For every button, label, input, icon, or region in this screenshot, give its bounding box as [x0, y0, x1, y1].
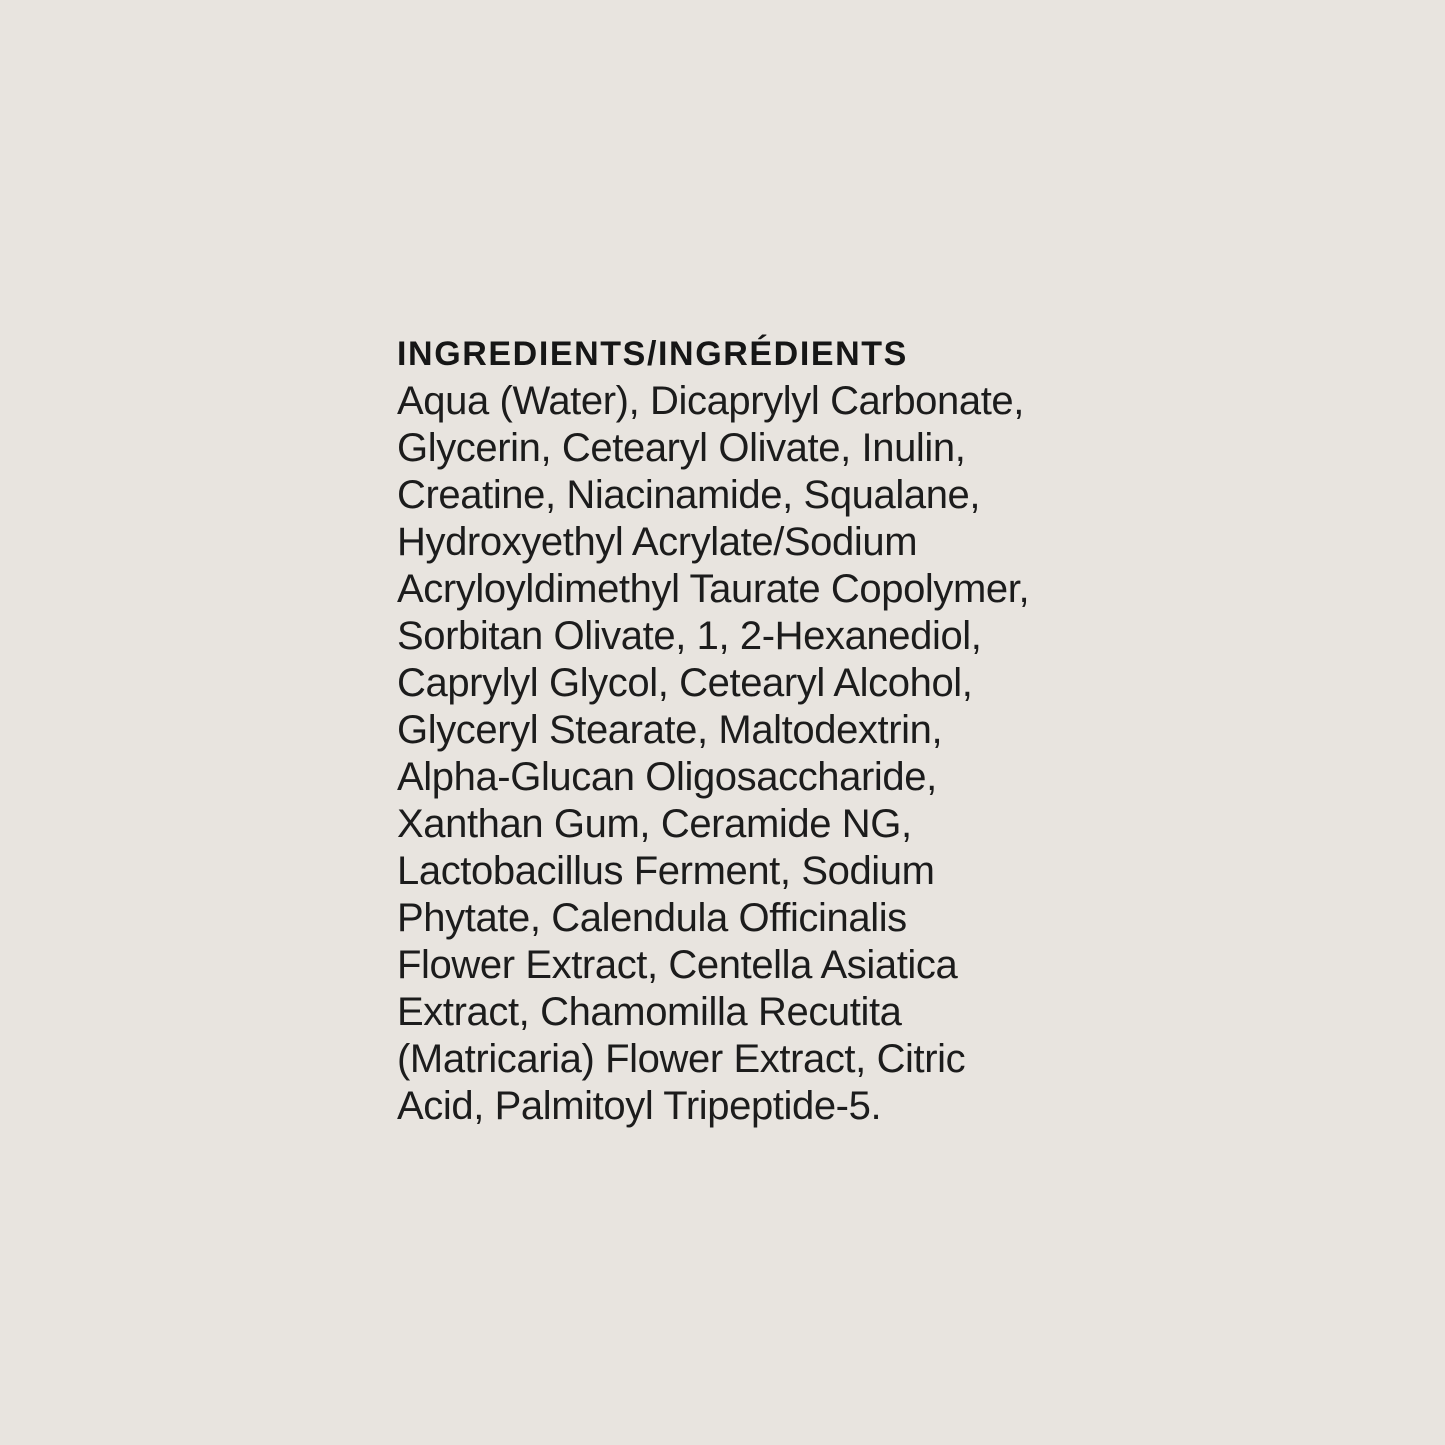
ingredient-line: Flower Extract, Centella Asiatica [397, 943, 958, 987]
ingredient-line: Lactobacillus Ferment, Sodium [397, 849, 935, 893]
ingredient-line: Aqua (Water), Dicaprylyl Carbonate, [397, 379, 1024, 423]
ingredient-line: Alpha-Glucan Oligosaccharide, [397, 755, 937, 799]
ingredients-heading: INGREDIENTS/INGRÉDIENTS [397, 335, 908, 373]
ingredients-panel [397, 331, 1097, 1130]
ingredient-line: Hydroxyethyl Acrylate/Sodium [397, 520, 918, 564]
ingredient-line: Glyceryl Stearate, Maltodextrin, [397, 708, 943, 752]
ingredient-line: Xanthan Gum, Ceramide NG, [397, 802, 912, 846]
ingredient-line: Acryloyldimethyl Taurate Copolymer, [397, 567, 1030, 611]
ingredient-line: Phytate, Calendula Officinalis [397, 896, 907, 940]
ingredient-line: Extract, Chamomilla Recutita [397, 990, 902, 1034]
ingredient-line: Creatine, Niacinamide, Squalane, [397, 473, 981, 517]
ingredient-line: (Matricaria) Flower Extract, Citric [397, 1037, 966, 1081]
ingredient-line: Acid, Palmitoyl Tripeptide-5. [397, 1084, 882, 1128]
ingredient-line: Sorbitan Olivate, 1, 2-Hexanediol, [397, 614, 982, 658]
ingredient-line: Glycerin, Cetearyl Olivate, Inulin, [397, 426, 966, 470]
ingredient-line: Caprylyl Glycol, Cetearyl Alcohol, [397, 661, 973, 705]
